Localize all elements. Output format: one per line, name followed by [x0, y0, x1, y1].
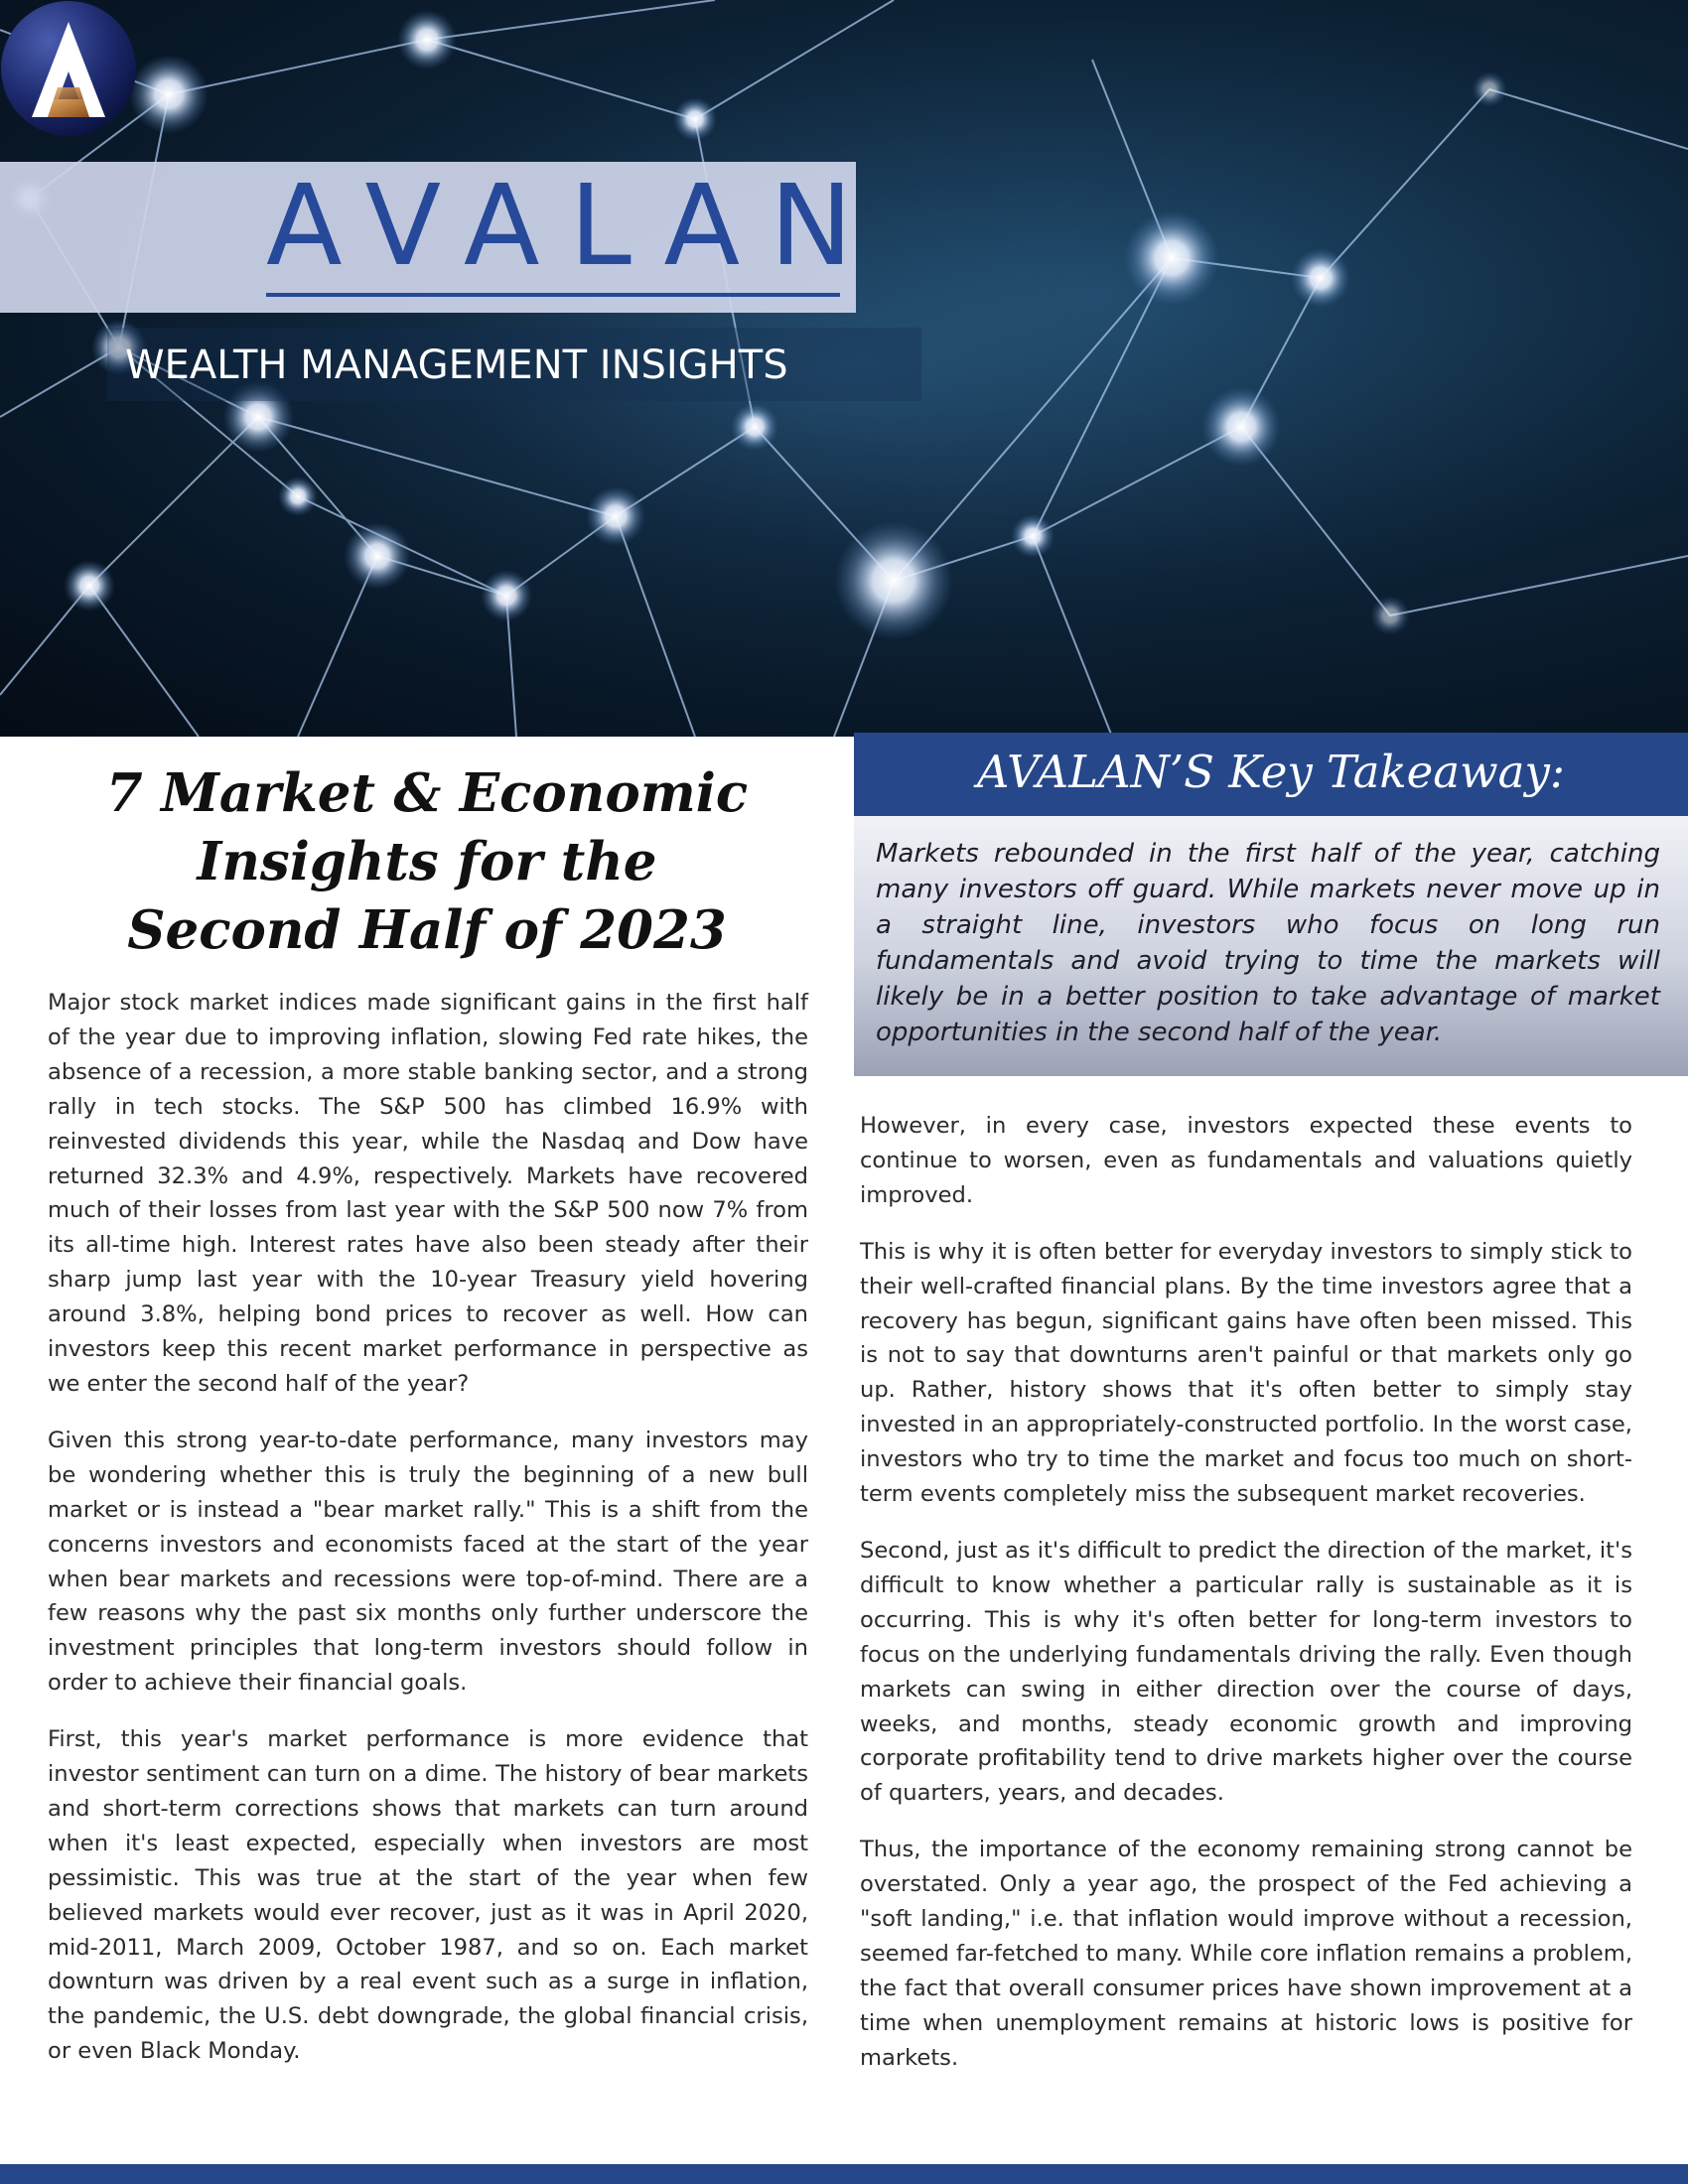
brand-underline — [266, 293, 840, 297]
article-title — [48, 759, 806, 965]
hero-banner — [0, 0, 1688, 737]
article-title-line: Insights for the — [197, 831, 657, 892]
avalan-logo-icon — [0, 0, 137, 137]
publication-subtitle: WEALTH MANAGEMENT INSIGHTS — [125, 342, 788, 388]
article-title-line: 7 Market & Economic — [105, 762, 749, 824]
body-paragraph: First, this year's market performance is more evidence that investor sentiment can turn on a dime. The history of bear markets and short-term corrections shows that markets can turn around when it's least expected, especially when investors are most pessimistic. This was true at the start of the year when few believed markets would ever recover, just as it was in April 2020, mid-2011, March 2009, October 1987, and so on. Each market downturn was driven by a real event such as a surge in inflation, the pandemic, the U.S. debt downgrade, the global financial crisis, or even Black Monday. — [48, 1726, 808, 2065]
brand-wordmark: AVALAN — [266, 162, 883, 291]
article-left-column — [48, 986, 808, 2091]
article-right-column — [860, 1109, 1632, 2098]
body-paragraph: Major stock market indices made significant gains in the first half of the year due to improving inflation, slowing Fed rate hikes, the absence of a recession, a more stable banking sector, and a strong rally in tech stocks. The S&P 500 has climbed 16.9% with reinvested dividends this year, while the Nasdaq and Dow have returned 32.3% and 4.9%, respectively. Markets have recovered much of their losses from last year with the S&P 500 now 7% from its all-time high. Interest rates have also been steady after their sharp jump last year with the 10-year Treasury yield hovering around 3.8%, helping bond prices to recover as well. How can investors keep this recent market performance in perspective as we enter the second half of the year? — [48, 990, 808, 1397]
article-title-line: Second Half of 2023 — [127, 899, 727, 961]
key-takeaway-title: AVALAN’S Key Takeaway: — [976, 746, 1566, 798]
body-paragraph: This is why it is often better for everyday investors to simply stick to their well-crafted financial plans. By the time investors agree that a recovery has begun, significant gains have often been missed. This is not to say that downturns aren't painful or that markets only go up. Rather, history shows that it's often better to simply stay invested in an appropriately-constructed portfolio. In the worst case, investors who try to time the market and focus too much on short-term events completely miss the subsequent market recoveries. — [860, 1238, 1632, 1508]
footer-bar — [0, 2164, 1688, 2184]
body-paragraph: Given this strong year-to-date performance, many investors may be wondering whether this is truly the beginning of a new bull market or is instead a "bear market rally." This is a shift from the concerns investors and economists faced at the start of the year when bear markets and recessions were top-of-mind. There are a few reasons why the past six months only further underscore the investment principles that long-term investors should follow in order to achieve their financial goals. — [48, 1427, 808, 1697]
key-takeaway-text: Markets rebounded in the first half of the year, catching many investors off guard. While markets never move up in a straight line, investors who focus on long run fundamentals and avoid trying to time the markets will likely be in a better position to take advantage of market opportunities in the second half of the year. — [876, 839, 1660, 1047]
body-paragraph: Thus, the importance of the economy remaining strong cannot be overstated. Only a year ago, the prospect of the Fed achieving a "soft landing," i.e. that inflation would improve without a recession, seemed far-fetched to many. While core inflation remains a problem, the fact that overall consumer prices have shown improvement at a time when unemployment remains at historic lows is positive for markets. — [860, 1837, 1632, 2071]
body-paragraph: Second, just as it's difficult to predict the direction of the market, it's difficult to know whether a particular rally is sustainable as it is occurring. This is why it's often better for long-term investors to focus on the underlying fundamentals driving the rally. Even though markets can swing in either direction over the course of days, weeks, and months, steady economic growth and improving corporate profitability tend to drive markets higher over the course of quarters, years, and decades. — [860, 1537, 1632, 1807]
key-takeaway-header — [854, 733, 1688, 816]
body-paragraph: However, in every case, investors expected these events to continue to worsen, even as fundamentals and valuations quietly improved. — [860, 1113, 1632, 1208]
key-takeaway-box — [854, 816, 1688, 1076]
